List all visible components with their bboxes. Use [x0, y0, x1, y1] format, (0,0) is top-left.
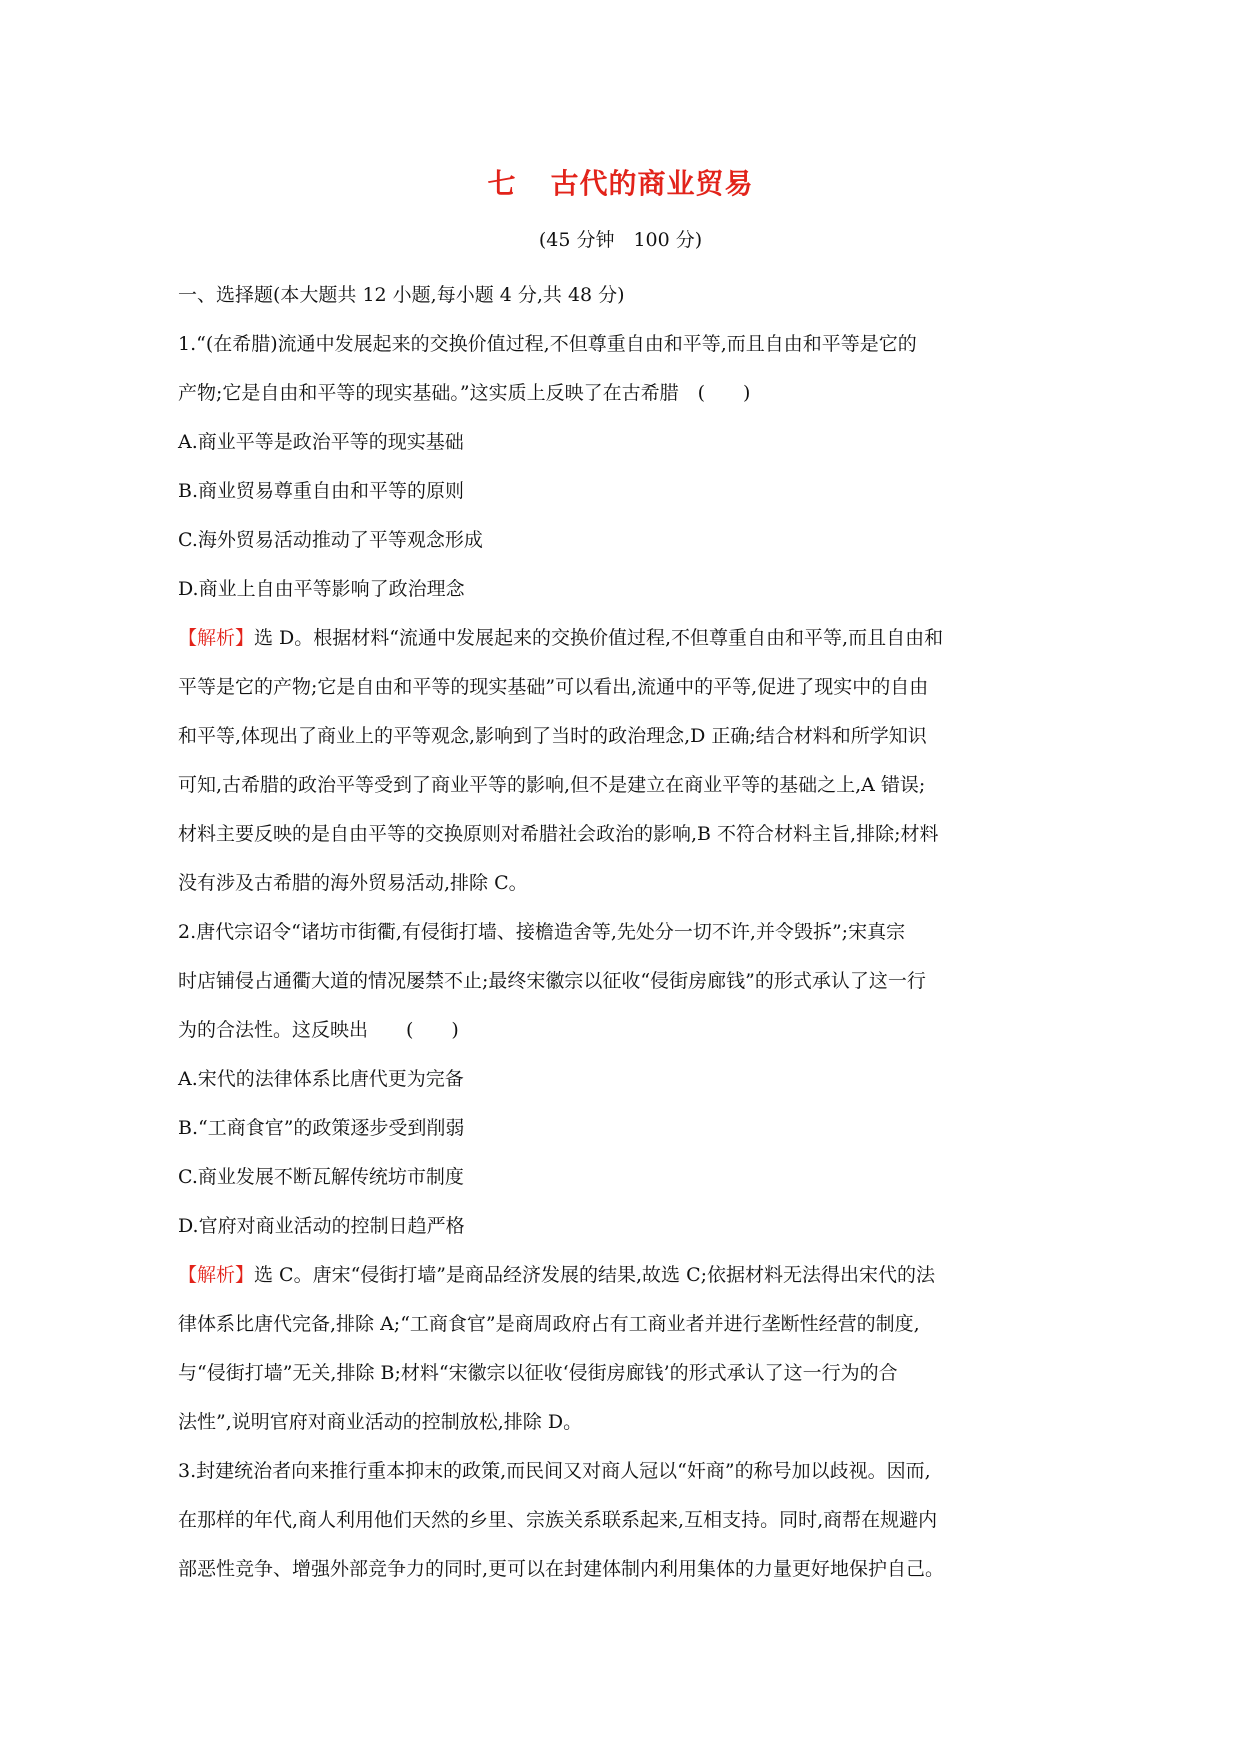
question-1-analysis-line: 平等是它的产物;它是自由和平等的现实基础”可以看出,流通中的平等,促进了现实中的自由	[178, 676, 929, 698]
question-1-option-b: B.商业贸易尊重自由和平等的原则	[178, 480, 465, 502]
question-1-stem-line: 1.“(在希腊)流通中发展起来的交换价值过程,不但尊重自由和平等,而且自由和平等是它的	[178, 333, 917, 355]
page-subtitle: (45 分钟 100 分)	[538, 229, 703, 251]
question-1-analysis-line: 可知,古希腊的政治平等受到了商业平等的影响,但不是建立在商业平等的基础之上,A 错误;	[178, 774, 926, 796]
section-heading: 一、选择题(本大题共 12 小题,每小题 4 分,共 48 分)	[178, 284, 625, 306]
question-3-stem-line: 3.封建统治者向来推行重本抑末的政策,而民间又对商人冠以“奸商”的称号加以歧视。因而,	[178, 1460, 931, 1482]
question-1-analysis-line: 和平等,体现出了商业上的平等观念,影响到了当时的政治理念,D 正确;结合材料和所学知识	[178, 725, 927, 747]
analysis-tag: 【解析】	[178, 627, 255, 649]
question-2-stem-line: 为的合法性。这反映出 ( )	[178, 1019, 459, 1041]
question-3-stem-line: 在那样的年代,商人利用他们天然的乡里、宗族关系联系起来,互相支持。同时,商帮在规避内	[178, 1509, 938, 1531]
title-number: 七	[487, 167, 517, 200]
document-body	[178, 271, 1064, 1594]
question-2-analysis-line: 与“侵街打墙”无关,排除 B;材料“宋徽宗以征收‘侵街房廊钱’的形式承认了这一行为的合	[178, 1362, 898, 1384]
question-2-analysis-line	[178, 1251, 1064, 1300]
question-2-analysis-line: 律体系比唐代完备,排除 A;“工商食官”是商周政府占有工商业者并进行垄断性经营的制度,	[178, 1313, 920, 1335]
question-2-option-d: D.官府对商业活动的控制日趋严格	[178, 1215, 465, 1237]
question-2-stem-line: 2.唐代宗诏令“诸坊市街衢,有侵街打墙、接檐造舍等,先处分一切不许,并令毁拆”;宋真宗	[178, 921, 906, 943]
question-3-stem-line: 部恶性竞争、增强外部竞争力的同时,更可以在封建体制内利用集体的力量更好地保护自己。	[178, 1558, 945, 1580]
question-1-stem-line: 产物;它是自由和平等的现实基础。”这实质上反映了在古希腊 ( )	[178, 382, 751, 404]
analysis-text: 选 D。根据材料“流通中发展起来的交换价值过程,不但尊重自由和平等,而且自由和	[254, 627, 944, 649]
question-2-option-a: A.宋代的法律体系比唐代更为完备	[178, 1068, 464, 1090]
question-1-option-a: A.商业平等是政治平等的现实基础	[178, 431, 464, 453]
question-2-stem-line: 时店铺侵占通衢大道的情况屡禁不止;最终宋徽宗以征收“侵街房廊钱”的形式承认了这一行	[178, 970, 926, 992]
analysis-text: 选 C。唐宋“侵街打墙”是商品经济发展的结果,故选 C;依据材料无法得出宋代的法	[254, 1264, 936, 1286]
title-text: 古代的商业贸易	[550, 167, 754, 200]
question-2-option-b: B.“工商食官”的政策逐步受到削弱	[178, 1117, 465, 1139]
question-1-analysis-line: 没有涉及古希腊的海外贸易活动,排除 C。	[178, 872, 528, 894]
question-1-analysis-line: 材料主要反映的是自由平等的交换原则对希腊社会政治的影响,B 不符合材料主旨,排除;材料	[178, 823, 939, 845]
question-1-analysis-line	[178, 614, 1064, 663]
question-1-option-d: D.商业上自由平等影响了政治理念	[178, 578, 465, 600]
page-title	[0, 162, 1241, 202]
question-2-analysis-line: 法性”,说明官府对商业活动的控制放松,排除 D。	[178, 1411, 583, 1433]
question-2-option-c: C.商业发展不断瓦解传统坊市制度	[178, 1166, 464, 1188]
analysis-tag: 【解析】	[178, 1264, 255, 1286]
question-1-option-c: C.海外贸易活动推动了平等观念形成	[178, 529, 483, 551]
